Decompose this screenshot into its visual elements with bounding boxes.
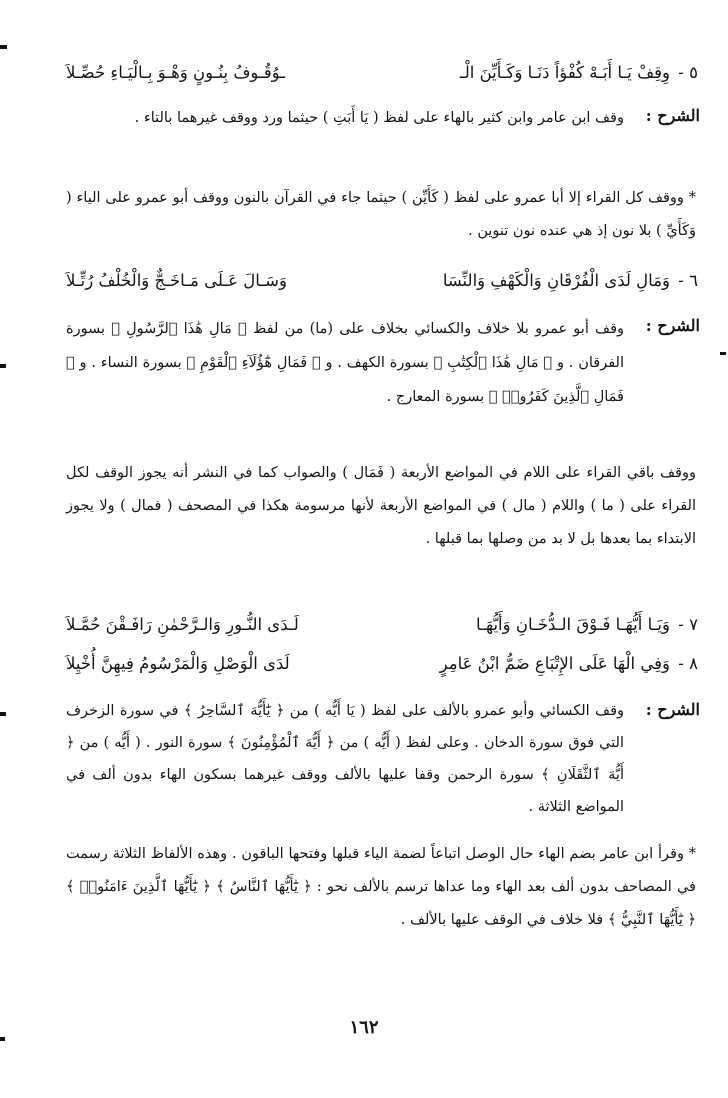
scan-edge-mark <box>0 45 7 49</box>
verse-second-hemistich: لَـدَى النُّـورِ وَالـرَّحْمٰنِ رَافَـقْنَ حُمَّـلاَ <box>66 615 299 634</box>
verse-second-hemistich: لَدَى الْوَصْلِ وَالْمَرْسُومُ فِيهِنَّ أُخْيِلاَ <box>66 654 290 673</box>
page-number: ١٦٢ <box>349 1017 379 1038</box>
verse-first-hemistich: وَفِي الْهَا عَلَى الإِتْبَاعِ ضَمُّ ابْنُ عَامِرٍ <box>439 654 670 673</box>
note-paragraph: * ووقف كل القراء إلا أبا عمرو على لفظ ( كَأَيِّن ) حيثما جاء في القرآن بالنون ووقف أبو عمرو على الياء ( وَكَأَيِّ ) بلا نون إذ هي عنده نون تنوين . <box>66 190 696 239</box>
verse-first-hemistich: وَمَالِ لَدَى الْفُرْقَانِ وَالْكَهْفِ وَالنِّسَا <box>442 271 670 290</box>
verse-line <box>66 60 698 90</box>
sharh-paragraph: وقف ابن عامر وابن كثير بالهاء على لفظ ( يَا أَبَتِ ) حيثما ورد ووقف غيرهما بالتاء . <box>134 110 624 126</box>
verse-first-hemistich: وَيَـا أَيُّهَـا فَـوْقَ الـدُّخَـانِ وَأَيُّهَـا <box>476 615 670 634</box>
scan-edge-mark <box>720 352 726 355</box>
scan-edge-mark <box>0 364 6 368</box>
verse-second-hemistich: ـوُقُـوفُ بِنُـونٍ وَهْـوَ بِـالْيَـاءِ حُصِّـلاَ <box>66 63 286 82</box>
verse-line <box>66 268 698 298</box>
verse-number: ٦ - <box>678 271 698 290</box>
sharh-paragraph: وقف أبو عمرو بلا خلاف والكسائي بخلاف على (ما) من لفظ ﴿ مَالِ هَٰذَا ٱلرَّسُولِ ﴾ بسورة الفرقان . و ﴿ مَالِ هَٰذَا ٱلْكِتَٰبِ ﴾ بسورة الكهف . و ﴿ فَمَالِ هَٰٓؤُلَآءِ ٱلْقَوْمِ ﴾ بسورة النساء . و ﴿ فَمَالِ ٱلَّذِينَ كَفَرُوا۟ ﴾ بسورة المعارج . <box>66 321 624 405</box>
note-paragraph: ووقف باقي القراء على اللام في المواضع الأربعة ( فَمَال ) والصواب كما في النشر أنه يجوز الوقف لكل القراء على ( ما ) واللام ( مال ) في المواضع الأربعة لأنها مرسومة هكذا في المصحف ( فمال ) ولا يجوز الابتداء بما بعدها بل لا بد من وصلها بما قبلها . <box>66 465 696 547</box>
verse-line <box>66 651 698 681</box>
verse-number: ٨ - <box>678 654 698 673</box>
verse-second-hemistich: وَسَـالَ عَـلَى مَـاخَـجٌّ وَالْخُلْفُ رُتِّـلاَ <box>66 271 287 290</box>
sharh-label: الشرح : <box>645 700 700 719</box>
verse-number: ٥ - <box>678 63 698 82</box>
sharh-paragraph: وقف الكسائي وأبو عمرو بالألف على لفظ ( يَا أَيُّه ) من ﴿ يَٰٓأَيُّهَ ٱلسَّاحِرُ ﴾ في سورة الزخرف التي فوق سورة الدخان . وعلى لفظ ( أَيُّه ) من ﴿ أَيُّهَ ٱلْمُؤْمِنُونَ ﴾ سورة النور . ( أَيُّه ) من ﴿ أَيُّهَ ٱلثَّقَلَانِ ﴾ سورة الرحمن وقفا عليها بالألف ووقف غيرهما بسكون الهاء بدون ألف في المواضع الثلاثة . <box>66 703 624 815</box>
verse-line <box>66 612 698 642</box>
scan-edge-mark <box>0 712 6 716</box>
verse-first-hemistich: وِقِفْ يَـا أَبَـهْ كُفْؤاً دَنَـا وَكَـأَيِّنَ الْـ <box>459 63 670 82</box>
verse-number: ٧ - <box>678 615 698 634</box>
sharh-label: الشرح : <box>645 316 700 335</box>
note-paragraph: * وقرأ ابن عامر بضم الهاء حال الوصل اتباعاً لضمة الياء قبلها وفتحها الباقون . وهذه الألفاظ الثلاثة رسمت في المصاحف بدون ألف بعد الهاء وما عداها ترسم بالألف نحو : ﴿ يَٰٓأَيُّهَا ٱلنَّاسُ ﴾ ﴿ يَٰٓأَيُّهَا ٱلَّذِينَ ءَامَنُوا۟ ﴾ ﴿ يَٰٓأَيُّهَا ٱلنَّبِيُّ ﴾ فلا خلاف في الوقف عليها بالألف . <box>66 846 696 928</box>
sharh-label: الشرح : <box>645 106 700 125</box>
